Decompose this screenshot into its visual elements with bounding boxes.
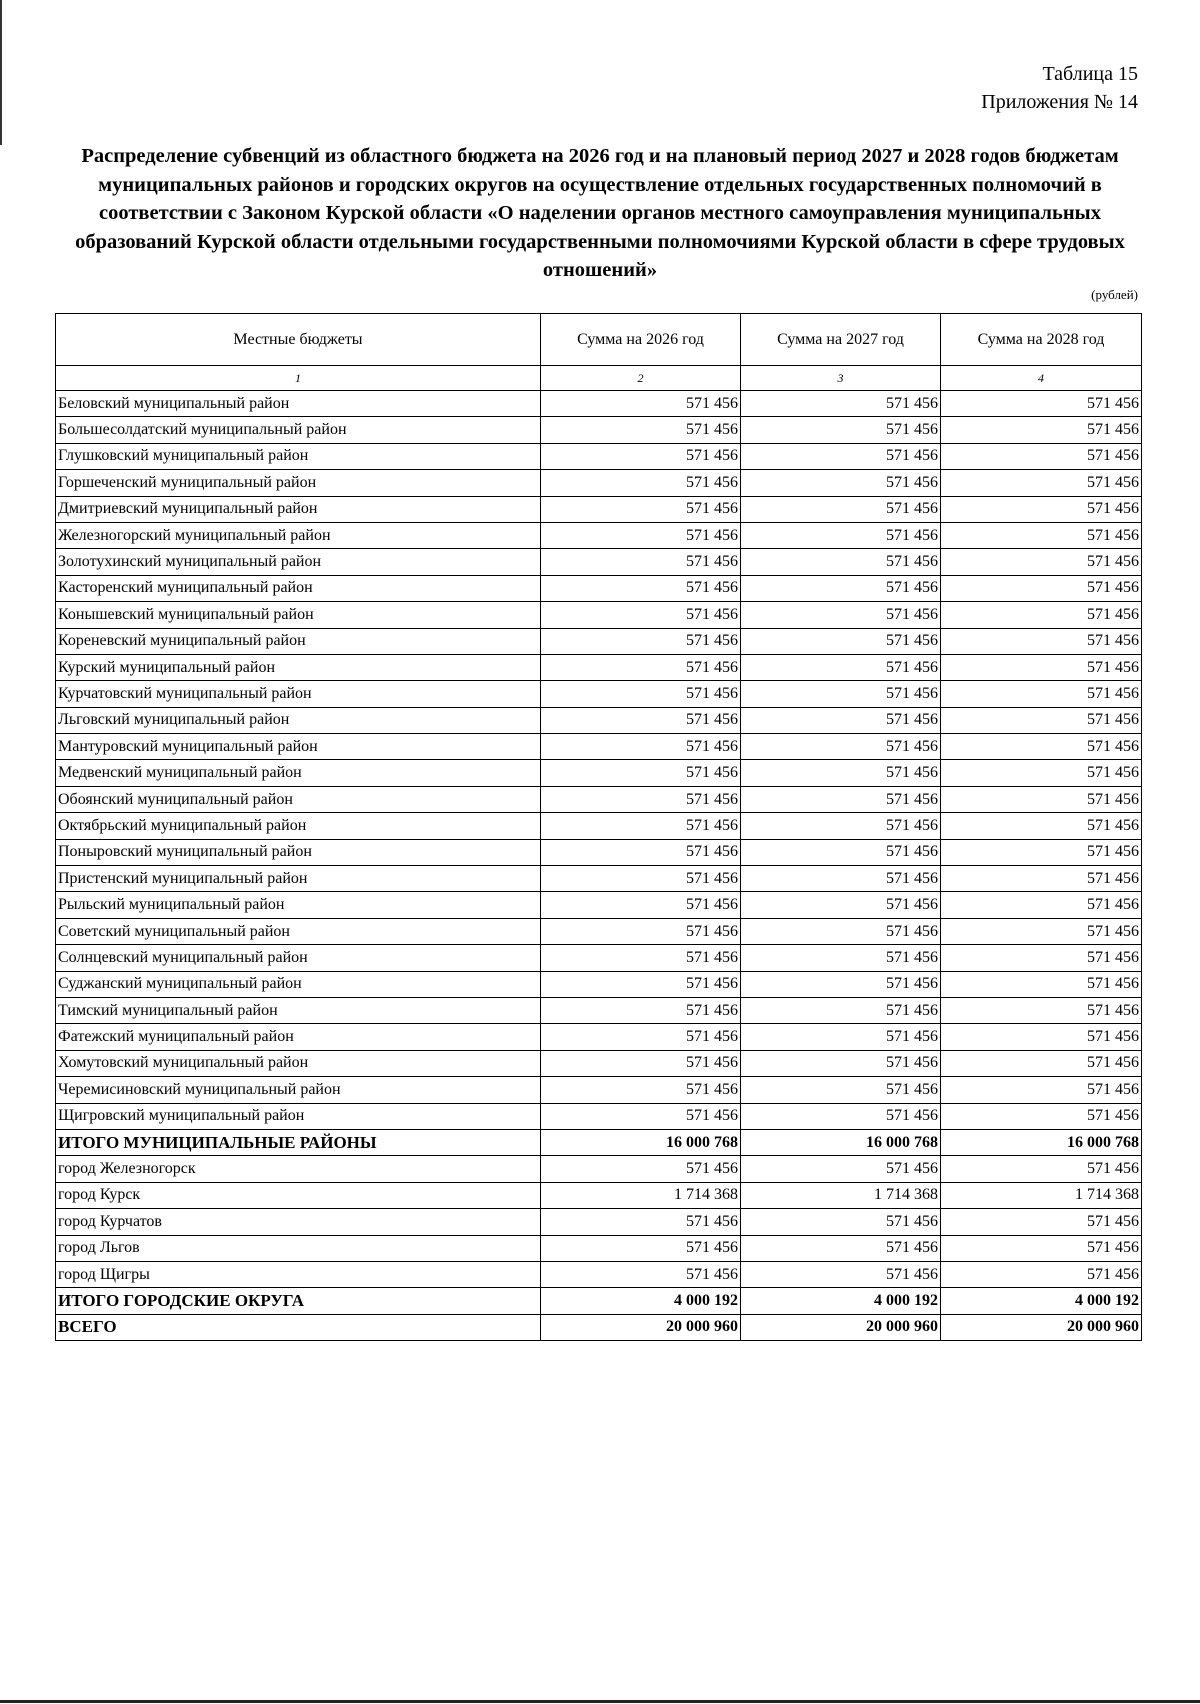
budget-name-cell: Горшеченский муниципальный район: [56, 470, 541, 496]
budget-name-cell: Пристенский муниципальный район: [56, 866, 541, 892]
table-row: [56, 549, 1142, 575]
budget-name-cell: Льговский муниципальный район: [56, 707, 541, 733]
amount-2026-cell: 571 456: [541, 1156, 741, 1182]
amount-2028-cell: 571 456: [941, 918, 1142, 944]
amount-2026-cell: 571 456: [541, 496, 741, 522]
amount-2027-cell: 571 456: [741, 602, 941, 628]
table-row: [56, 1182, 1142, 1208]
table-total-row: [56, 1129, 1142, 1155]
amount-2026-cell: 571 456: [541, 997, 741, 1023]
table-row: [56, 918, 1142, 944]
budget-name-cell: Золотухинский муниципальный район: [56, 549, 541, 575]
amount-2026-cell: 571 456: [541, 734, 741, 760]
column-header-2028: Сумма на 2028 год: [941, 314, 1142, 366]
column-header-local-budgets: Местные бюджеты: [56, 314, 541, 366]
amount-2027-cell: 571 456: [741, 628, 941, 654]
amount-2028-cell: 571 456: [941, 391, 1142, 417]
amount-2028-cell: 16 000 768: [941, 1129, 1142, 1155]
amount-2028-cell: 571 456: [941, 602, 1142, 628]
budget-name-cell: город Льгов: [56, 1235, 541, 1261]
column-number: 4: [941, 366, 1142, 391]
table-row: [56, 786, 1142, 812]
table-row: [56, 734, 1142, 760]
table-row: [56, 1261, 1142, 1287]
amount-2026-cell: 571 456: [541, 1209, 741, 1235]
amount-2026-cell: 571 456: [541, 443, 741, 469]
table-row: [56, 1235, 1142, 1261]
amount-2026-cell: 571 456: [541, 1235, 741, 1261]
amount-2027-cell: 571 456: [741, 918, 941, 944]
amount-2027-cell: 571 456: [741, 866, 941, 892]
amount-2027-cell: 571 456: [741, 1024, 941, 1050]
amount-2027-cell: 571 456: [741, 522, 941, 548]
amount-2028-cell: 571 456: [941, 839, 1142, 865]
amount-2026-cell: 571 456: [541, 628, 741, 654]
amount-2026-cell: 571 456: [541, 681, 741, 707]
amount-2028-cell: 571 456: [941, 1024, 1142, 1050]
amount-2028-cell: 571 456: [941, 1103, 1142, 1129]
table-body: [56, 391, 1142, 1341]
budget-name-cell: город Курск: [56, 1182, 541, 1208]
table-row: [56, 945, 1142, 971]
amount-2026-cell: 571 456: [541, 1261, 741, 1287]
amount-2028-cell: 571 456: [941, 971, 1142, 997]
table-row: [56, 1077, 1142, 1103]
table-row: [56, 391, 1142, 417]
amount-2027-cell: 571 456: [741, 1235, 941, 1261]
table-row: [56, 707, 1142, 733]
amount-2026-cell: 571 456: [541, 522, 741, 548]
table-header-row: [56, 314, 1142, 366]
amount-2027-cell: 20 000 960: [741, 1314, 941, 1340]
amount-2027-cell: 571 456: [741, 971, 941, 997]
amount-2027-cell: 571 456: [741, 945, 941, 971]
table-row: [56, 1103, 1142, 1129]
amount-2028-cell: 571 456: [941, 892, 1142, 918]
budget-name-cell: Касторенский муниципальный район: [56, 575, 541, 601]
column-number-row: [56, 366, 1142, 391]
budget-name-cell: Дмитриевский муниципальный район: [56, 496, 541, 522]
amount-2026-cell: 20 000 960: [541, 1314, 741, 1340]
amount-2026-cell: 571 456: [541, 1024, 741, 1050]
appendix-label: Приложения № 14: [981, 91, 1138, 113]
amount-2027-cell: 571 456: [741, 443, 941, 469]
scan-bottom-edge: [0, 1700, 1200, 1703]
amount-2026-cell: 571 456: [541, 1077, 741, 1103]
amount-2027-cell: 571 456: [741, 1103, 941, 1129]
table-label: Таблица 15: [1042, 63, 1138, 85]
budget-name-cell: Большесолдатский муниципальный район: [56, 417, 541, 443]
amount-2026-cell: 571 456: [541, 470, 741, 496]
budget-name-cell: город Железногорск: [56, 1156, 541, 1182]
table-row: [56, 813, 1142, 839]
amount-2027-cell: 16 000 768: [741, 1129, 941, 1155]
amount-2026-cell: 571 456: [541, 391, 741, 417]
budget-name-cell: Советский муниципальный район: [56, 918, 541, 944]
amount-2026-cell: 1 714 368: [541, 1182, 741, 1208]
amount-2027-cell: 571 456: [741, 997, 941, 1023]
amount-2028-cell: 571 456: [941, 417, 1142, 443]
table-row: [56, 496, 1142, 522]
budget-name-cell: город Щигры: [56, 1261, 541, 1287]
table-row: [56, 470, 1142, 496]
document-title: Распределение субвенций из областного бюджета на 2026 год и на плановый период 2027 и 2028 годов бюджетам муниципальных районов и городских округов на осуществление отдельных государственных полномочий в соответствии с Законом Курской области «О наделении органов местного самоуправления муниципальных образований Курской области отдельными государственными полномочиями Курской области в сфере трудовых отношений»: [75, 145, 1125, 281]
table-row: [56, 839, 1142, 865]
amount-2028-cell: 571 456: [941, 760, 1142, 786]
amount-2028-cell: 571 456: [941, 496, 1142, 522]
table-row: [56, 892, 1142, 918]
amount-2027-cell: 571 456: [741, 681, 941, 707]
amount-2026-cell: 571 456: [541, 839, 741, 865]
amount-2026-cell: 571 456: [541, 945, 741, 971]
budget-name-cell: Мантуровский муниципальный район: [56, 734, 541, 760]
amount-2027-cell: 571 456: [741, 839, 941, 865]
table-row: [56, 1156, 1142, 1182]
amount-2026-cell: 571 456: [541, 654, 741, 680]
amount-2026-cell: 571 456: [541, 760, 741, 786]
budget-name-cell: Медвенский муниципальный район: [56, 760, 541, 786]
amount-2026-cell: 571 456: [541, 707, 741, 733]
budget-name-cell: Глушковский муниципальный район: [56, 443, 541, 469]
budget-name-cell: Октябрьский муниципальный район: [56, 813, 541, 839]
amount-2028-cell: 571 456: [941, 734, 1142, 760]
amount-2028-cell: 571 456: [941, 549, 1142, 575]
budget-name-cell: ИТОГО ГОРОДСКИЕ ОКРУГА: [56, 1288, 541, 1314]
amount-2027-cell: 571 456: [741, 707, 941, 733]
table-row: [56, 443, 1142, 469]
table-row: [56, 575, 1142, 601]
budget-name-cell: Фатежский муниципальный район: [56, 1024, 541, 1050]
budget-name-cell: Кореневский муниципальный район: [56, 628, 541, 654]
column-number: 1: [56, 366, 541, 391]
amount-2028-cell: 571 456: [941, 654, 1142, 680]
budget-name-cell: Суджанский муниципальный район: [56, 971, 541, 997]
amount-2026-cell: 571 456: [541, 786, 741, 812]
budget-name-cell: Тимский муниципальный район: [56, 997, 541, 1023]
amount-2027-cell: 571 456: [741, 417, 941, 443]
budget-name-cell: Поныровский муниципальный район: [56, 839, 541, 865]
column-number: 2: [541, 366, 741, 391]
amount-2027-cell: 571 456: [741, 1261, 941, 1287]
amount-2028-cell: 571 456: [941, 1235, 1142, 1261]
amount-2027-cell: 571 456: [741, 549, 941, 575]
amount-2027-cell: 571 456: [741, 470, 941, 496]
amount-2028-cell: 571 456: [941, 1077, 1142, 1103]
budget-name-cell: Железногорский муниципальный район: [56, 522, 541, 548]
budget-name-cell: Курский муниципальный район: [56, 654, 541, 680]
amount-2027-cell: 571 456: [741, 813, 941, 839]
column-number: 3: [741, 366, 941, 391]
table-row: [56, 1050, 1142, 1076]
table-row: [56, 997, 1142, 1023]
amount-2028-cell: 571 456: [941, 945, 1142, 971]
amount-2028-cell: 571 456: [941, 866, 1142, 892]
budget-name-cell: Солнцевский муниципальный район: [56, 945, 541, 971]
amount-2028-cell: 571 456: [941, 813, 1142, 839]
amount-2028-cell: 4 000 192: [941, 1288, 1142, 1314]
table-row: [56, 522, 1142, 548]
amount-2028-cell: 1 714 368: [941, 1182, 1142, 1208]
table-row: [56, 681, 1142, 707]
amount-2026-cell: 571 456: [541, 417, 741, 443]
amount-2026-cell: 571 456: [541, 918, 741, 944]
amount-2026-cell: 571 456: [541, 866, 741, 892]
table-row: [56, 971, 1142, 997]
table-total-row: [56, 1314, 1142, 1340]
amount-2027-cell: 4 000 192: [741, 1288, 941, 1314]
table-row: [56, 417, 1142, 443]
budget-name-cell: ВСЕГО: [56, 1314, 541, 1340]
amount-2026-cell: 571 456: [541, 1050, 741, 1076]
amount-2028-cell: 571 456: [941, 707, 1142, 733]
amount-2026-cell: 571 456: [541, 971, 741, 997]
table-row: [56, 866, 1142, 892]
amount-2027-cell: 571 456: [741, 760, 941, 786]
amount-2028-cell: 20 000 960: [941, 1314, 1142, 1340]
budget-name-cell: Хомутовский муниципальный район: [56, 1050, 541, 1076]
budget-name-cell: Обоянский муниципальный район: [56, 786, 541, 812]
budget-name-cell: ИТОГО МУНИЦИПАЛЬНЫЕ РАЙОНЫ: [56, 1129, 541, 1155]
budget-name-cell: Щигровский муниципальный район: [56, 1103, 541, 1129]
budget-table: [55, 313, 1142, 1341]
amount-2028-cell: 571 456: [941, 997, 1142, 1023]
units-label: (рублей): [1091, 287, 1138, 302]
amount-2027-cell: 571 456: [741, 786, 941, 812]
amount-2027-cell: 571 456: [741, 575, 941, 601]
column-header-2026: Сумма на 2026 год: [541, 314, 741, 366]
table-row: [56, 602, 1142, 628]
amount-2026-cell: 571 456: [541, 549, 741, 575]
amount-2026-cell: 571 456: [541, 892, 741, 918]
amount-2028-cell: 571 456: [941, 628, 1142, 654]
amount-2028-cell: 571 456: [941, 522, 1142, 548]
amount-2026-cell: 571 456: [541, 575, 741, 601]
amount-2027-cell: 1 714 368: [741, 1182, 941, 1208]
amount-2027-cell: 571 456: [741, 1050, 941, 1076]
amount-2028-cell: 571 456: [941, 575, 1142, 601]
column-header-2027: Сумма на 2027 год: [741, 314, 941, 366]
table-total-row: [56, 1288, 1142, 1314]
amount-2027-cell: 571 456: [741, 496, 941, 522]
table-row: [56, 760, 1142, 786]
amount-2028-cell: 571 456: [941, 1050, 1142, 1076]
amount-2027-cell: 571 456: [741, 734, 941, 760]
amount-2026-cell: 571 456: [541, 602, 741, 628]
amount-2028-cell: 571 456: [941, 1156, 1142, 1182]
amount-2028-cell: 571 456: [941, 470, 1142, 496]
amount-2026-cell: 571 456: [541, 1103, 741, 1129]
table-row: [56, 1024, 1142, 1050]
amount-2027-cell: 571 456: [741, 1077, 941, 1103]
amount-2026-cell: 4 000 192: [541, 1288, 741, 1314]
amount-2028-cell: 571 456: [941, 1261, 1142, 1287]
amount-2026-cell: 16 000 768: [541, 1129, 741, 1155]
budget-name-cell: Конышевский муниципальный район: [56, 602, 541, 628]
table-row: [56, 654, 1142, 680]
budget-name-cell: Черемисиновский муниципальный район: [56, 1077, 541, 1103]
amount-2027-cell: 571 456: [741, 1156, 941, 1182]
table-row: [56, 1209, 1142, 1235]
amount-2027-cell: 571 456: [741, 1209, 941, 1235]
budget-name-cell: Беловский муниципальный район: [56, 391, 541, 417]
budget-name-cell: Курчатовский муниципальный район: [56, 681, 541, 707]
document-header: [981, 60, 1138, 116]
amount-2028-cell: 571 456: [941, 1209, 1142, 1235]
budget-name-cell: город Курчатов: [56, 1209, 541, 1235]
table-row: [56, 628, 1142, 654]
amount-2028-cell: 571 456: [941, 443, 1142, 469]
budget-name-cell: Рыльский муниципальный район: [56, 892, 541, 918]
amount-2026-cell: 571 456: [541, 813, 741, 839]
amount-2028-cell: 571 456: [941, 786, 1142, 812]
scan-left-edge: [0, 0, 2, 145]
amount-2027-cell: 571 456: [741, 654, 941, 680]
amount-2027-cell: 571 456: [741, 391, 941, 417]
amount-2027-cell: 571 456: [741, 892, 941, 918]
amount-2028-cell: 571 456: [941, 681, 1142, 707]
